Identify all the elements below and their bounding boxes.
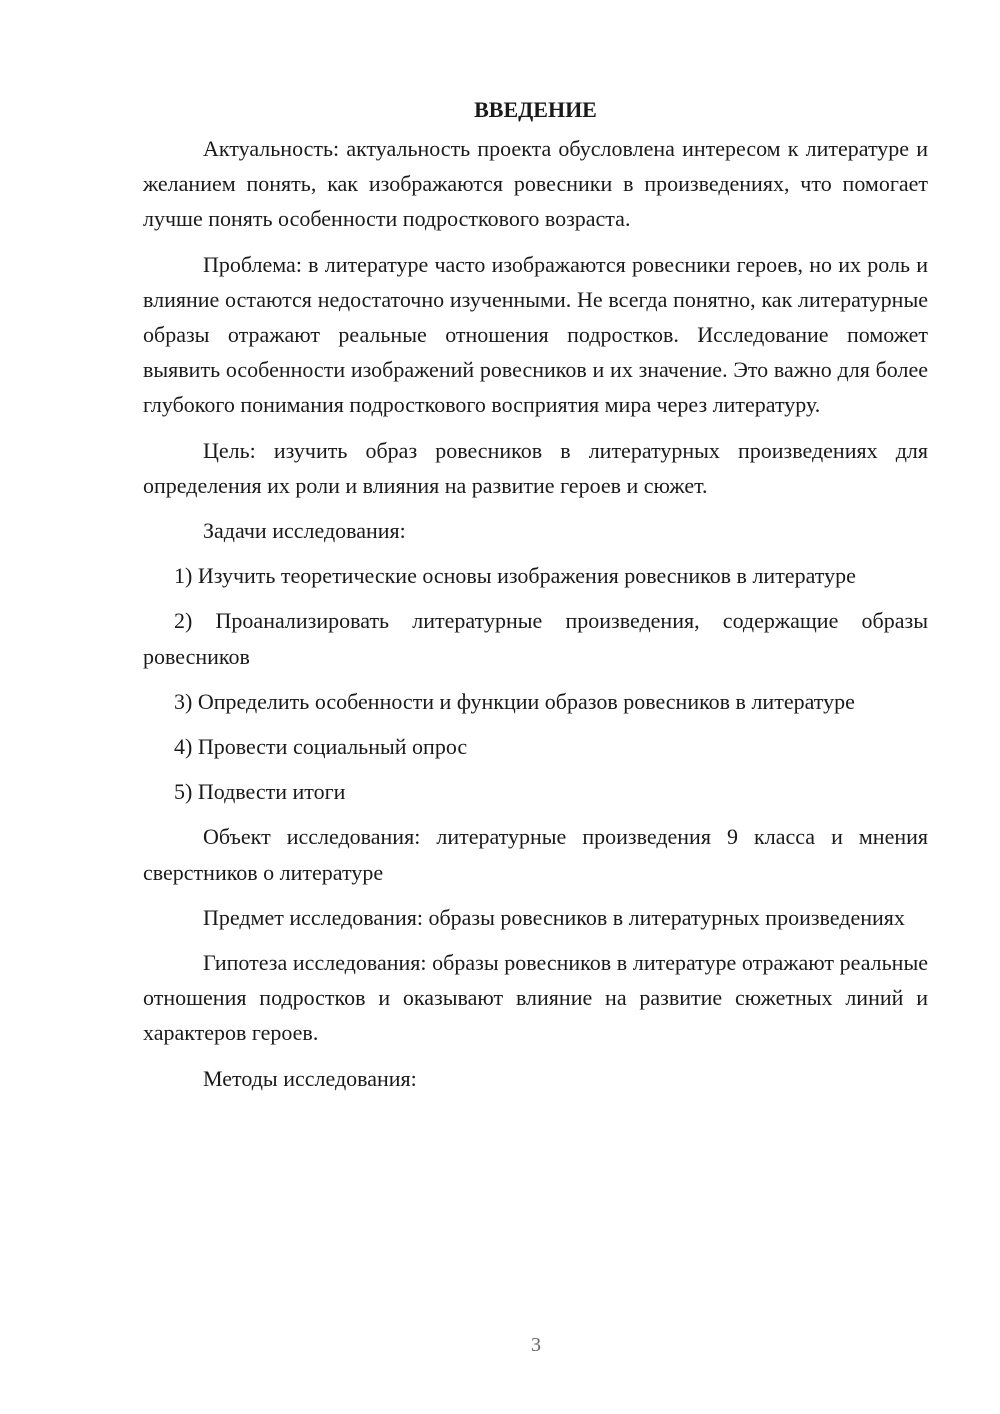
task-item-4: 4) Провести социальный опрос <box>174 734 468 760</box>
paragraph-relevance: Актуальность: актуальность проекта обусловлена интересом к литературе и желанием понять, как изображаются ровесники в произведениях, что помогает лучше понять особенности подросткового возраста. <box>143 136 928 232</box>
page-number: 3 <box>531 1334 541 1356</box>
paragraph-subject: Предмет исследования: образы ровесников в литературных произведениях <box>203 904 905 930</box>
task-item-3: 3) Определить особенности и функции образов ровесников в литературе <box>174 688 855 714</box>
paragraph-goal: Цель: изучить образ ровесников в литературных произведениях для определения их роли и влияния на развитие героев и сюжет. <box>143 437 928 498</box>
paragraph-hypothesis: Гипотеза исследования: образы ровесников в литературе отражают реальные отношения подростков и оказывают влияние на развитие сюжетных линий и характеров героев. <box>143 950 928 1046</box>
paragraph-tasks-heading: Задачи исследования: <box>203 518 406 544</box>
paragraph-problem: Проблема: в литературе часто изображаются ровесники героев, но их роль и влияние остаются недостаточно изученными. Не всегда понятно, как литературные образы отражают реальные отношения подростков. Исследование поможет выявить особенности изображений ровесников и их значение. Это важно для более глубокого понимания подросткового восприятия мира через литературу. <box>143 251 928 418</box>
paragraph-methods-heading: Методы исследования: <box>203 1065 417 1091</box>
section-heading: ВВЕДЕНИЕ <box>474 97 597 122</box>
task-item-1: 1) Изучить теоретические основы изображения ровесников в литературе <box>174 563 856 589</box>
paragraph-object: Объект исследования: литературные произведения 9 класса и мнения сверстников о литературе <box>143 824 928 885</box>
task-item-5: 5) Подвести итоги <box>174 779 346 805</box>
task-item-2: 2) Проанализировать литературные произведения, содержащие образы ровесников <box>143 608 928 669</box>
page-content <box>143 92 928 1106</box>
